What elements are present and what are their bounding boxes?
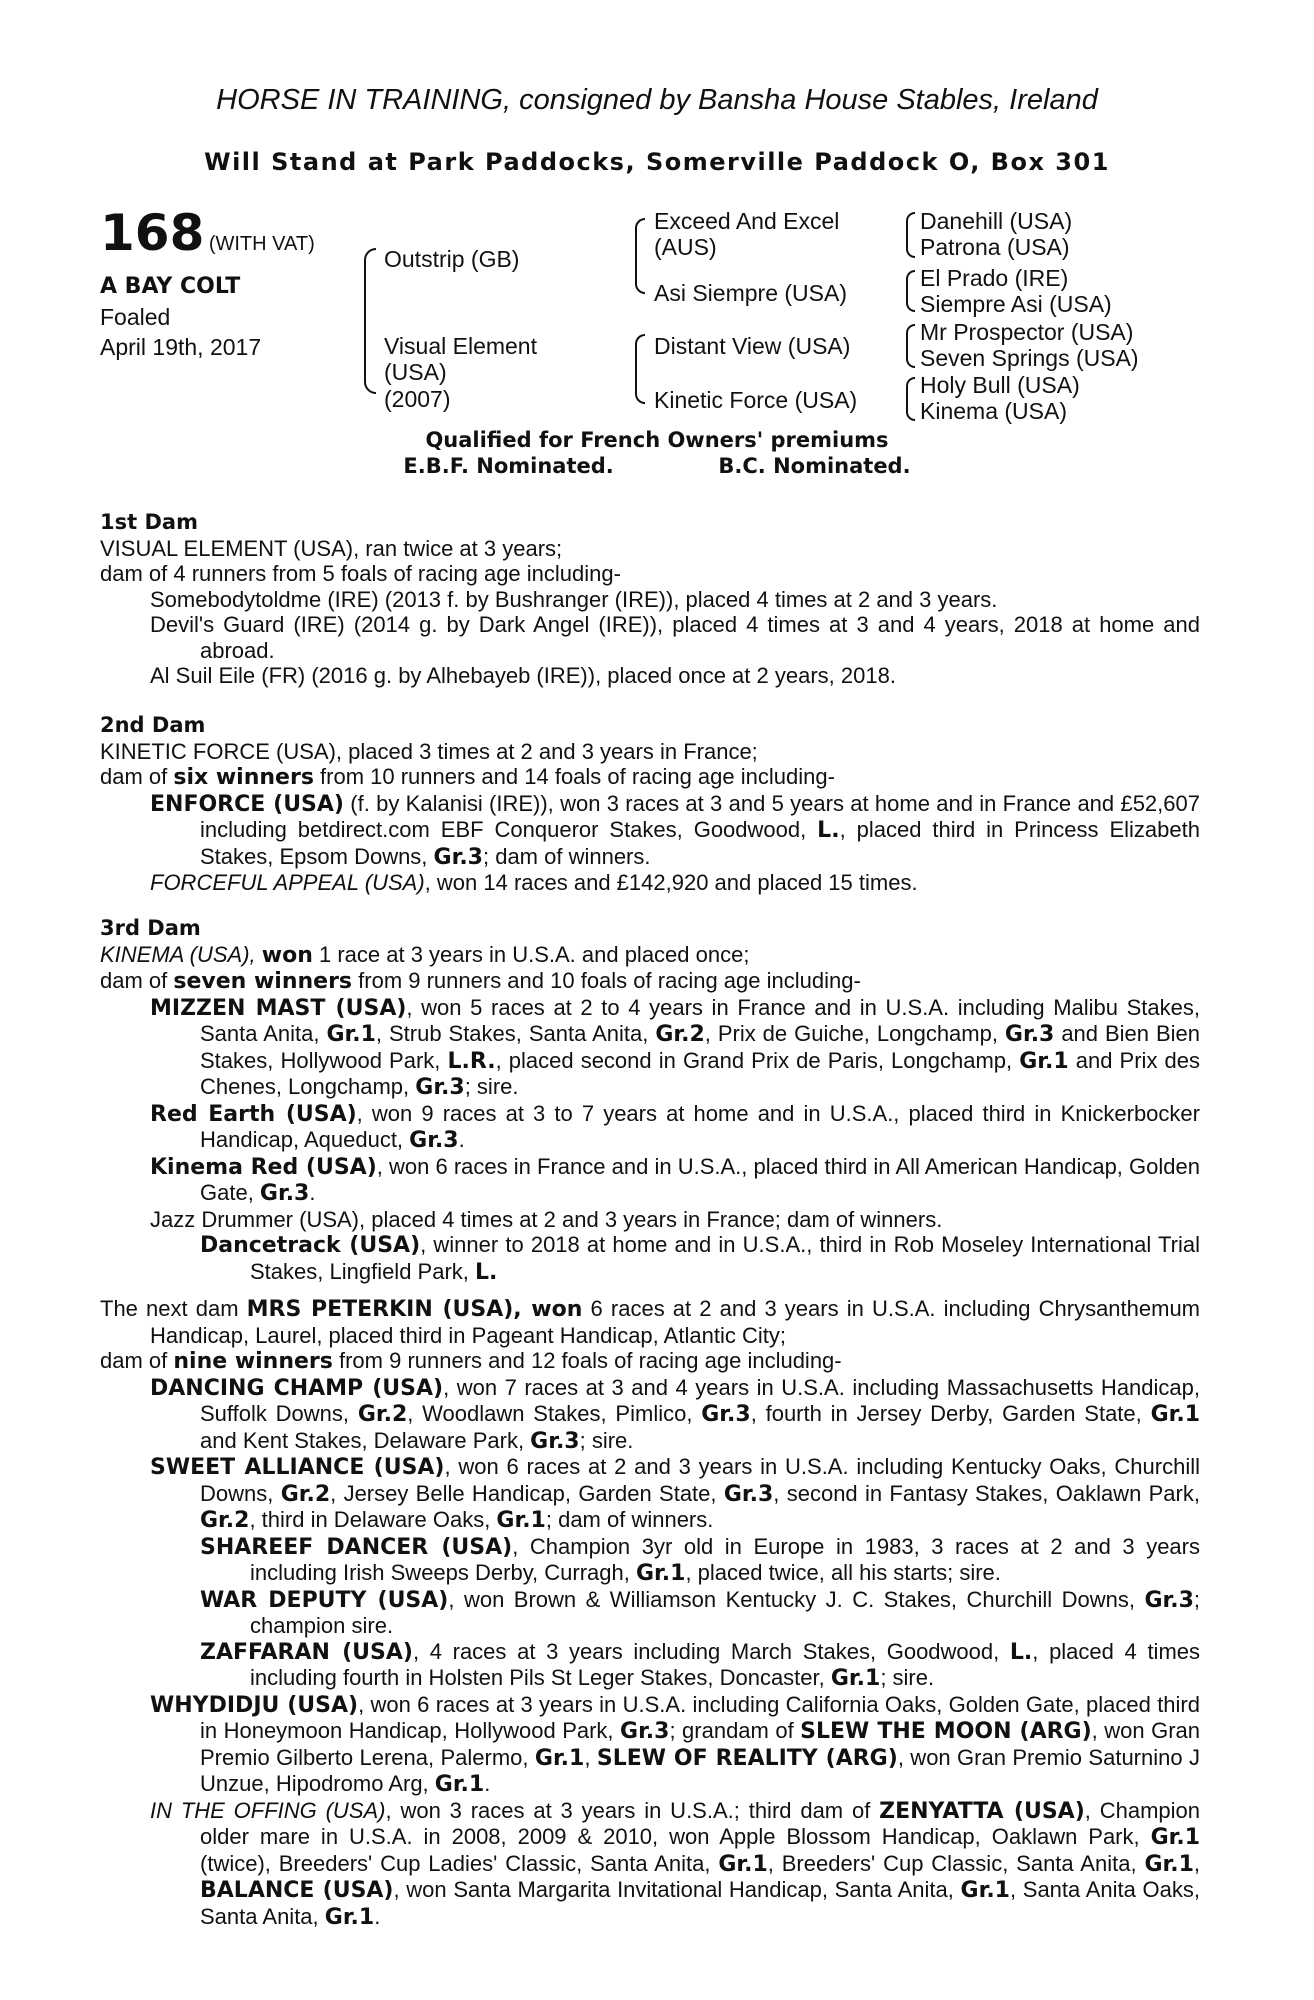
pedigree-dss: Mr Prospector (USA) [920,319,1134,345]
horse-description: A BAY COLT [100,274,241,299]
produce-entry: Kinema Red (USA), won 6 races in France and in U.S.A., placed third in All American Handicap, Golden Gate, Gr.3. [150,1153,1200,1206]
pedigree-dam-2: (USA) [384,359,447,385]
pedigree-dd: Kinetic Force (USA) [654,387,858,413]
pedigree-ssd: Patrona (USA) [920,234,1070,260]
pedigree-sss: Danehill (USA) [920,208,1073,234]
produce-entry: ZAFFARAN (USA), 4 races at 3 years including March Stakes, Goodwood, L., placed 4 times including fourth in Holsten Pils St Leger Stakes, Doncaster, Gr.1; sire. [200,1638,1200,1691]
nominations [0,454,1314,478]
foaled-label: Foaled [100,304,171,330]
second-dam-line: KINETIC FORCE (USA), placed 3 times at 2 and 3 years in France; [100,738,758,764]
produce-entry: Dancetrack (USA), winner to 2018 at home and in U.S.A., third in Rob Moseley International Trial Stakes, Lingfield Park, L. [200,1232,1200,1285]
french-premiums: Qualified for French Owners' premiums [425,428,889,452]
pedigree-ddd: Kinema (USA) [920,398,1067,424]
pedigree-dsd: Seven Springs (USA) [920,345,1139,371]
produce-entry: Jazz Drummer (USA), placed 4 times at 2 and 3 years in France; dam of winners. [150,1206,943,1232]
lot-description [100,272,261,362]
produce-entry: Al Suil Eile (FR) (2016 g. by Alhebayeb (IRE)), placed once at 2 years, 2018. [150,663,896,688]
foaled-date: April 19th, 2017 [100,334,262,360]
pedigree-dam-3: (2007) [384,386,451,412]
third-dam-title: 3rd Dam [100,916,201,940]
pedigree-sd: Asi Siempre (USA) [654,280,847,306]
produce-entry: WAR DEPUTY (USA), won Brown & Williamson Kentucky J. C. Stakes, Churchill Downs, Gr.3; champion sire. [200,1586,1200,1638]
produce-entry: Devil's Guard (IRE) (2014 g. by Dark Angel (IRE)), placed 4 times at 3 and 4 years, 2018 at home and abroad. [150,612,1200,663]
second-dam-line: dam of six winners from 10 runners and 14 foals of racing age including- [100,764,835,790]
produce-entry: MIZZEN MAST (USA), won 5 races at 2 to 4 years in France and in U.S.A. including Malibu Stakes, Santa Anita, Gr.1, Strub Stakes, Santa Anita, Gr.2, Prix de Guiche, Longchamp, Gr.3 and Bien Bien Stakes, Hollywood Park, L.R., placed second in Grand Prix de Paris, Longchamp, Gr.1 and Prix des Chenes, Longchamp, Gr.3; sire. [150,994,1201,1100]
first-dam-line: VISUAL ELEMENT (USA), ran twice at 3 years; [100,535,563,561]
lot-number: 168 [100,204,205,262]
pedigree-dam-1: Visual Element [384,333,537,359]
brace-sd [906,270,915,312]
stand-location: Will Stand at Park Paddocks, Somerville Paddock O, Box 301 [204,148,1110,176]
first-dam-section [100,510,1200,689]
pedigree-sdd: Siempre Asi (USA) [920,291,1112,317]
brace-dd [906,377,915,421]
next-dam-line: dam of nine winners from 9 runners and 12 foals of racing age including- [100,1348,842,1374]
second-dam-section [100,713,1200,896]
produce-entry: SWEET ALLIANCE (USA), won 6 races at 2 and 3 years in U.S.A. including Kentucky Oaks, Churchill Downs, Gr.2, Jersey Belle Handicap, Garden State, Gr.3, second in Fantasy Stakes, Oaklawn Park, Gr.2, third in Delaware Oaks, Gr.1; dam of winners. [150,1454,1201,1533]
pedigree-ds: Distant View (USA) [654,333,851,359]
third-dam-line: KINEMA (USA), won 1 race at 3 years in U.S.A. and placed once; [100,941,750,968]
pedigree-ss-1: Exceed And Excel [654,208,840,234]
second-dam-title: 2nd Dam [100,713,206,737]
bc-nominated: B.C. Nominated. [718,454,911,478]
third-dam-line: dam of seven winners from 9 runners and 10 foals of racing age including- [100,968,861,994]
first-dam-line: dam of 4 runners from 5 foals of racing age including- [100,561,621,586]
produce-entry: SHAREEF DANCER (USA), Champion 3yr old in Europe in 1983, 3 races at 2 and 3 years including Irish Sweeps Derby, Curragh, Gr.1, placed twice, all his starts; sire. [200,1533,1200,1586]
brace-sire [635,218,645,294]
brace-gen1 [364,248,376,394]
lot-vat: (WITH VAT) [208,233,315,255]
pedigree-ss-2: (AUS) [654,234,717,260]
produce-entry: ENFORCE (USA) (f. by Kalanisi (IRE)), won 3 races at 3 and 5 years at home and in France and £52,607 including betdirect.com EBF Conqueror Stakes, Goodwood, L., placed third in Princess Elizabeth Stakes, Epsom Downs, Gr.3; dam of winners. [150,790,1200,870]
lot-heading [100,204,315,262]
brace-dam [635,334,645,404]
ebf-nominated: E.B.F. Nominated. [403,454,614,478]
produce-entry: DANCING CHAMP (USA), won 7 races at 3 and 4 years in U.S.A. including Massachusetts Handicap, Suffolk Downs, Gr.2, Woodlawn Stakes, Pimlico, Gr.3, fourth in Jersey Derby, Garden State, Gr.1 and Kent Stakes, Delaware Park, Gr.3; sire. [150,1374,1200,1454]
produce-entry: Somebodytoldme (IRE) (2013 f. by Bushranger (IRE)), placed 4 times at 2 and 3 years. [150,586,998,612]
brace-ds [906,324,915,368]
third-dam-section [100,916,1200,1285]
next-dam-section [100,1296,1200,1930]
next-dam-line: The next dam MRS PETERKIN (USA), won 6 races at 2 and 3 years in U.S.A. including Chrysanthemum Handicap, Laurel, placed third in Pageant Handicap, Atlantic City; [100,1296,1201,1348]
produce-entry: FORCEFUL APPEAL (USA), won 14 races and £142,920 and placed 15 times. [150,870,918,895]
produce-entry: Red Earth (USA), won 9 races at 3 to 7 years at home and in U.S.A., placed third in Knickerbocker Handicap, Aqueduct, Gr.3. [150,1100,1200,1153]
brace-ss [906,212,915,258]
produce-entry: WHYDIDJU (USA), won 6 races at 3 years in U.S.A. including California Oaks, Golden Gate, placed third in Honeymoon Handicap, Hollywood Park, Gr.3; grandam of SLEW THE MOON (ARG), won Gran Premio Gilberto Lerena, Palermo, Gr.1, SLEW OF REALITY (ARG), won Gran Premio Saturnino J Unzue, Hipodromo Arg, Gr.1. [150,1691,1200,1797]
produce-entry: IN THE OFFING (USA), won 3 races at 3 years in U.S.A.; third dam of ZENYATTA (USA), Champion older mare in U.S.A. in 2008, 2009 & 2010, won Apple Blossom Handicap, Oaklawn Park, Gr.1 (twice), Breeders' Cup Ladies' Classic, Santa Anita, Gr.1, Breeders' Cup Classic, Santa Anita, Gr.1, BALANCE (USA), won Santa Margarita Invitational Handicap, Santa Anita, Gr.1, Santa Anita Oaks, Santa Anita, Gr.1. [150,1797,1200,1930]
first-dam-title: 1st Dam [100,510,198,534]
pedigree-sire: Outstrip (GB) [384,246,520,272]
pedigree-dds: Holy Bull (USA) [920,372,1080,398]
page-header: HORSE IN TRAINING, consigned by Bansha House Stables, Ireland [216,84,1098,116]
pedigree-sds: El Prado (IRE) [920,265,1069,291]
